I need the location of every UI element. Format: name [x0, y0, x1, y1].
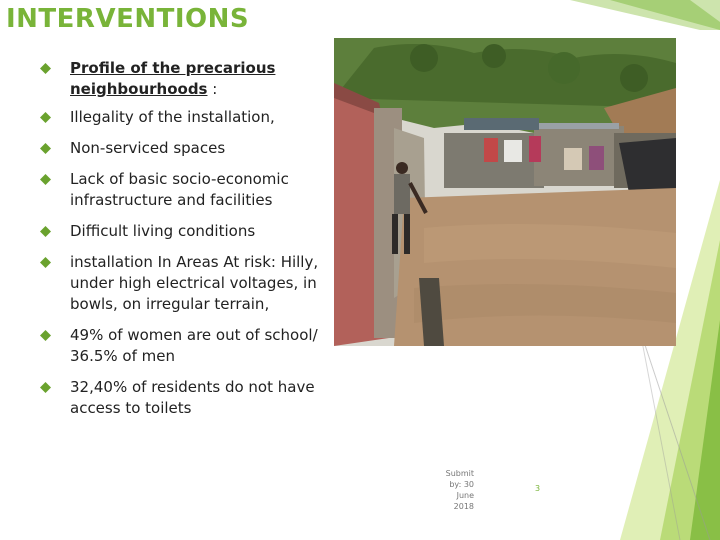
bullet-item	[40, 252, 330, 315]
diamond-bullet-icon	[40, 63, 51, 74]
footer-date: Submit by: 30 June 2018	[445, 469, 474, 511]
bullet-item	[40, 138, 330, 159]
diamond-bullet-icon	[40, 112, 51, 123]
bullet-text: Illegality of the installation,	[70, 108, 275, 126]
bullet-item	[40, 221, 330, 242]
diamond-bullet-icon	[40, 174, 51, 185]
diamond-bullet-icon	[40, 382, 51, 393]
diamond-bullet-icon	[40, 257, 51, 268]
diamond-bullet-icon	[40, 330, 51, 341]
page-number: 3	[535, 484, 541, 493]
bullet-item	[40, 58, 330, 100]
bullet-text: installation In Areas At risk: Hilly, under high electrical voltages, in bowls, on irregular terrain,	[70, 253, 319, 313]
bullet-item	[40, 325, 330, 367]
bullet-item	[40, 377, 330, 419]
diamond-bullet-icon	[40, 143, 51, 154]
bullet-text: Difficult living conditions	[70, 222, 256, 240]
bullet-text: Profile of the precarious neighbourhoods	[70, 59, 276, 98]
bullet-text: 32,40% of residents do not have access to toilets	[70, 378, 315, 417]
diamond-bullet-icon	[40, 226, 51, 237]
bullet-list	[40, 58, 330, 419]
flooded-neighbourhood-photo	[334, 38, 676, 346]
bullet-item	[40, 107, 330, 128]
bullet-text: Non-serviced spaces	[70, 139, 226, 157]
slide-title: INTERVENTIONS	[6, 4, 250, 34]
bullet-text: 49% of women are out of school/ 36.5% of men	[70, 326, 318, 365]
decorative-top-shapes	[550, 0, 720, 30]
bullet-item	[40, 169, 330, 211]
bullet-text: Lack of basic socio-economic infrastructure and facilities	[70, 170, 289, 209]
bullet-suffix: :	[207, 80, 218, 98]
